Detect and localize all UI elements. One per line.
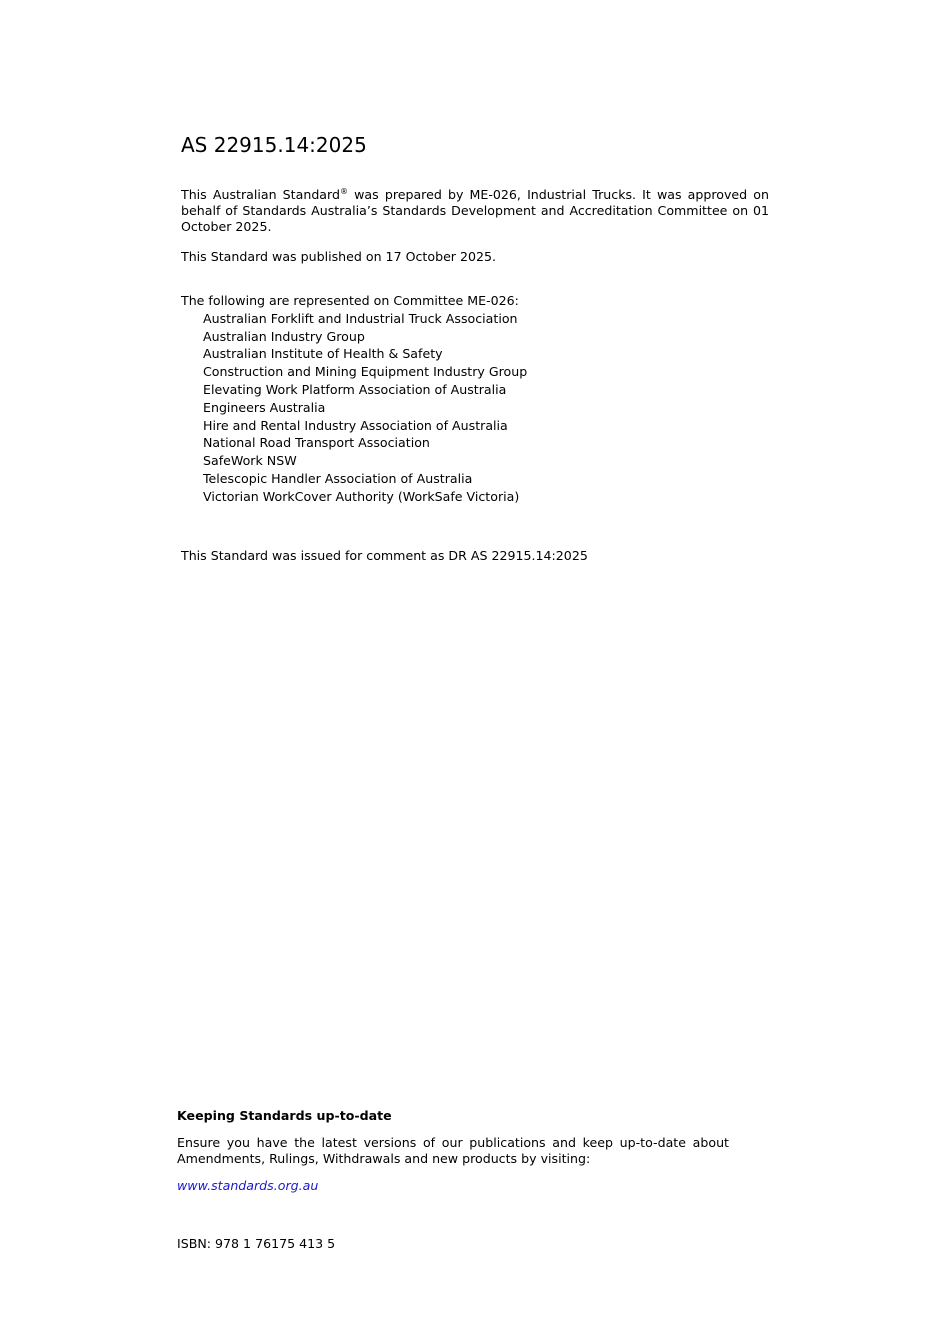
approval-text-start: This Australian Standard <box>181 187 340 202</box>
committee-member: Australian Institute of Health & Safety <box>203 346 443 362</box>
committee-member: Construction and Mining Equipment Industry Group <box>203 364 528 380</box>
document-title: AS 22915.14:2025 <box>181 133 367 157</box>
issued-for-comment: This Standard was issued for comment as DR AS 22915.14:2025 <box>181 548 588 563</box>
committee-member: Telescopic Handler Association of Australia <box>203 470 473 486</box>
committee-heading: The following are represented on Committee ME-026: <box>181 293 519 308</box>
registered-mark: ® <box>339 187 348 196</box>
committee-member: Australian Industry Group <box>203 328 365 344</box>
isbn: ISBN: 978 1 76175 413 5 <box>177 1236 336 1251</box>
committee-member: Victorian WorkCover Authority (WorkSafe Victoria) <box>203 488 520 504</box>
approval-paragraph <box>181 187 769 235</box>
standards-website-link[interactable]: www.standards.org.au <box>177 1178 319 1193</box>
committee-member: Elevating Work Platform Association of Australia <box>203 381 507 397</box>
committee-list <box>181 292 527 506</box>
published-date: This Standard was published on 17 October 2025. <box>181 249 497 264</box>
keeping-heading: Keeping Standards up-to-date <box>177 1108 392 1123</box>
committee-member: Australian Forklift and Industrial Truck Association <box>203 310 518 326</box>
approval-text-end: was prepared by ME-026, Industrial Trucks. It was approved on behalf of Standards Australia’s Standards Development and Accreditation Committee on 01 October 2025. <box>181 187 769 234</box>
committee-member: Hire and Rental Industry Association of Australia <box>203 417 508 433</box>
committee-member: Engineers Australia <box>203 399 326 415</box>
committee-member: National Road Transport Association <box>203 435 430 451</box>
committee-member: SafeWork NSW <box>203 453 297 469</box>
keeping-text: Ensure you have the latest versions of our publications and keep up-to-date about Amendments, Rulings, Withdrawals and new products by visiting: <box>177 1135 729 1166</box>
